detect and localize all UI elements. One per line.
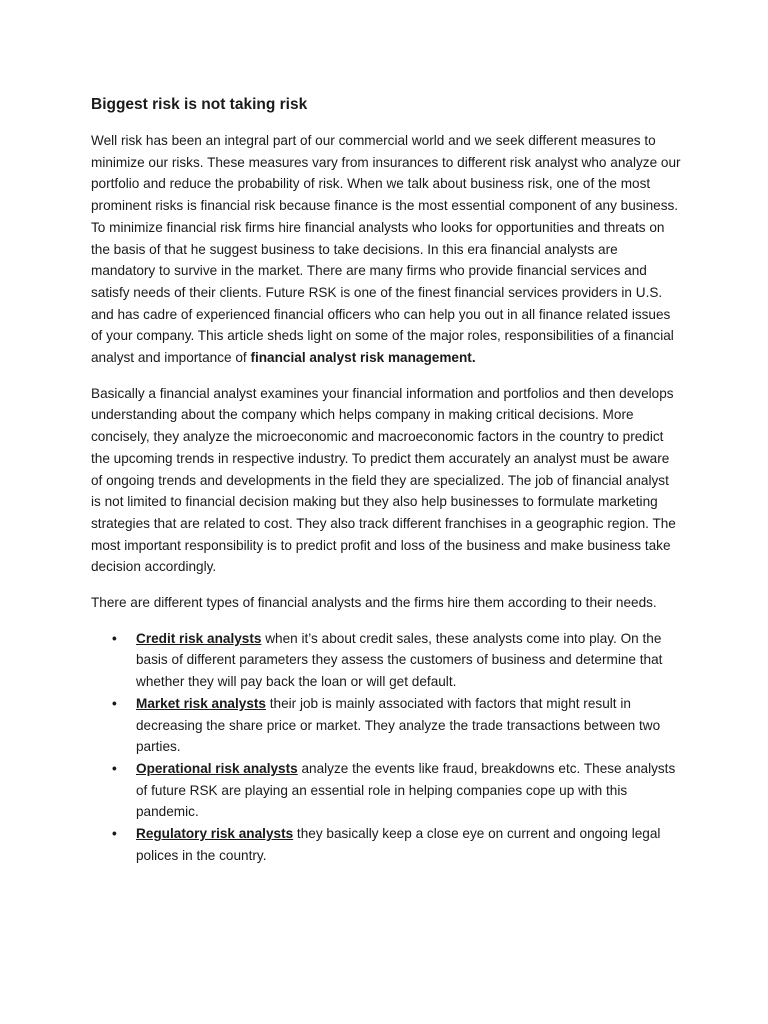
paragraph-intro-bold: financial analyst risk management. (250, 350, 476, 366)
list-item (112, 693, 681, 758)
list-item-term: Market risk analysts (136, 695, 266, 711)
list-item-text: when it’s about credit sales, these analysts come into play. On the basis of different parameters they assess the customers of business and determine that whether they will pay back the loan or will get default. (136, 630, 663, 690)
list-item-text: their job is mainly associated with factors that might result in decreasing the share price or market. They analyze the trade transactions between two parties. (136, 695, 661, 755)
list-item (112, 823, 681, 866)
document-page (91, 95, 681, 867)
paragraph-types: There are different types of financial analysts and the firms hire them according to their needs. (91, 595, 657, 611)
list-item-term: Regulatory risk analysts (136, 826, 294, 842)
list-item-term: Operational risk analysts (136, 760, 298, 776)
document-title: Biggest risk is not taking risk (91, 96, 308, 113)
list-item-text: analyze the events like fraud, breakdowns etc. These analysts of future RSK are playing an essential role in helping companies cope up with this pandemic. (136, 760, 676, 820)
bullet-icon: • (112, 695, 117, 711)
analyst-types-list (91, 628, 681, 867)
paragraph-intro-text: Well risk has been an integral part of our commercial world and we seek different measures to minimize our risks. These measures vary from insurances to different risk analyst who analyze our portfolio and reduce the probability of risk. When we talk about business risk, one of the most prominent risks is financial risk because finance is the most essential component of any business. To minimize financial risk firms hire financial analysts who looks for opportunities and threats on the basis of that he suggest business to take decisions. In this era financial analysts are mandatory to survive in the market. There are many firms who provide financial services and satisfy needs of their clients. Future RSK is one of the finest financial services providers in U.S. and has cadre of experienced financial officers who can help you out in all finance related issues of your company. This article sheds light on some of the major roles, responsibilities of a financial analyst and importance of (91, 133, 681, 366)
list-item (112, 758, 681, 823)
paragraph-roles: Basically a financial analyst examines your financial information and portfolios and then develops understanding about the company which helps company in making critical decisions. More concisely, they analyze the microeconomic and macroeconomic factors in the country to predict the upcoming trends in respective industry. To predict them accurately an analyst must be aware of ongoing trends and developments in the field they are specialized. The job of financial analyst is not limited to financial decision making but they also help businesses to formulate marketing strategies that are related to cost. They also track different franchises in a geographic region. The most important responsibility is to predict profit and loss of the business and make business take decision accordingly. (91, 385, 676, 575)
list-item-text: they basically keep a close eye on current and ongoing legal polices in the country. (136, 826, 661, 863)
list-item (112, 628, 681, 693)
bullet-icon: • (112, 826, 117, 842)
bullet-icon: • (112, 630, 117, 646)
paragraph-intro (91, 130, 681, 369)
bullet-icon: • (112, 760, 117, 776)
list-item-term: Credit risk analysts (136, 630, 262, 646)
